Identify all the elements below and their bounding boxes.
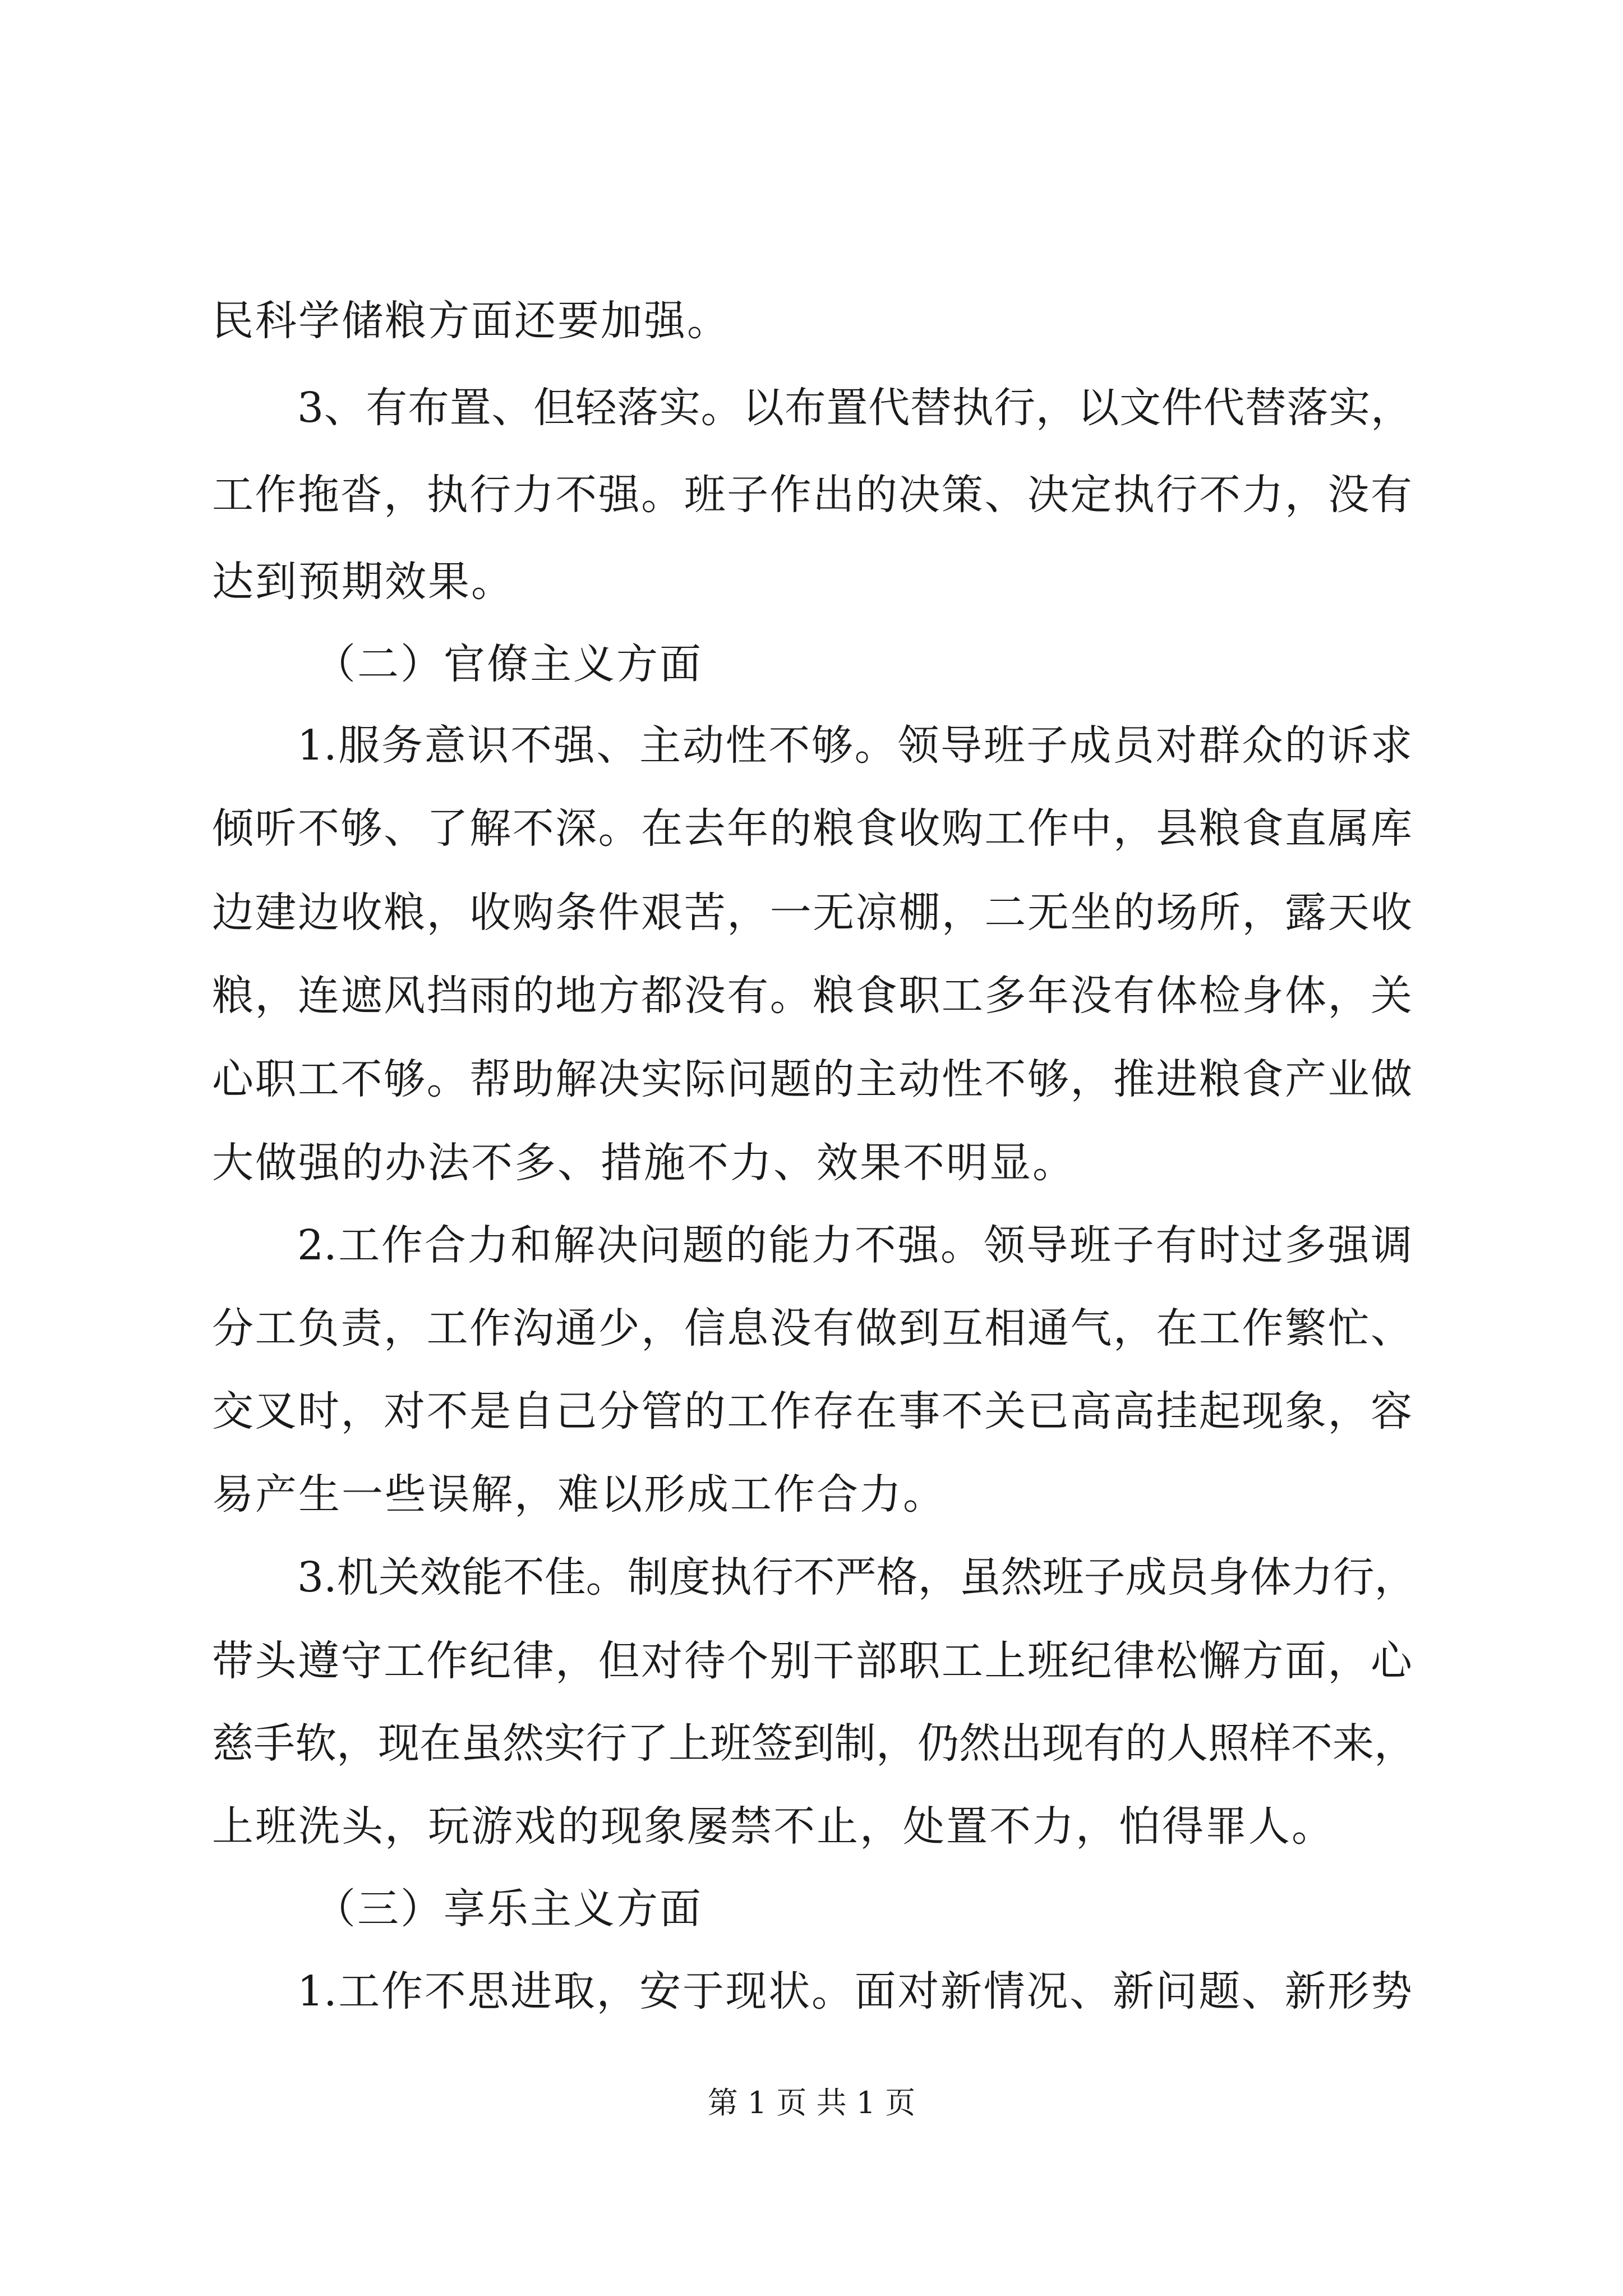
text-line: 心职工不够。帮助解决实际问题的主动性不够，推进粮食产业做 <box>212 1055 1412 1103</box>
section-heading: （二）官僚主义方面 <box>314 640 703 688</box>
page-footer: 第 1 页 共 1 页 <box>707 2085 916 2120</box>
text-line: 慈手软，现在虽然实行了上班签到制，仍然出现有的人照样不来， <box>212 1719 1415 1768</box>
text-line: 工作拖沓，执行力不强。班子作出的决策、决定执行不力，没有 <box>212 471 1412 519</box>
text-line: 粮，连遮风挡雨的地方都没有。粮食职工多年没有体检身体，关 <box>212 972 1412 1020</box>
text-line: 大做强的办法不多、措施不力、效果不明显。 <box>212 1139 1076 1187</box>
text-line: 倾听不够、了解不深。在去年的粮食收购工作中，县粮食直属库 <box>212 804 1412 853</box>
text-line: 分工负责，工作沟通少，信息没有做到互相通气，在工作繁忙、 <box>212 1304 1412 1352</box>
text-line: 达到预期效果。 <box>212 558 514 606</box>
text-line: 易产生一些误解，难以形成工作合力。 <box>212 1470 946 1519</box>
text-line: 交叉时，对不是自己分管的工作存在事不关已高高挂起现象，容 <box>212 1387 1412 1435</box>
text-line: 2.工作合力和解决问题的能力不强。领导班子有时过多强调 <box>297 1221 1412 1269</box>
text-line: 边建边收粮，收购条件艰苦，一无凉棚，二无坐的场所，露天收 <box>212 889 1412 937</box>
text-line: 1.服务意识不强、主动性不够。领导班子成员对群众的诉求 <box>297 721 1412 770</box>
text-line: 民科学储粮方面还要加强。 <box>212 297 730 345</box>
text-line: 3、有布置、但轻落实。以布置代替执行，以文件代替落实， <box>297 384 1412 432</box>
text-line: 3.机关效能不佳。制度执行不严格，虽然班子成员身体力行， <box>297 1553 1416 1602</box>
text-line: 带头遵守工作纪律，但对待个别干部职工上班纪律松懈方面，心 <box>212 1637 1412 1685</box>
text-line: 1.工作不思进取，安于现状。面对新情况、新问题、新形势 <box>297 1967 1412 2016</box>
text-line: 上班洗头，玩游戏的现象屡禁不止，处置不力，怕得罪人。 <box>212 1802 1335 1851</box>
section-heading: （三）享乐主义方面 <box>314 1885 703 1933</box>
